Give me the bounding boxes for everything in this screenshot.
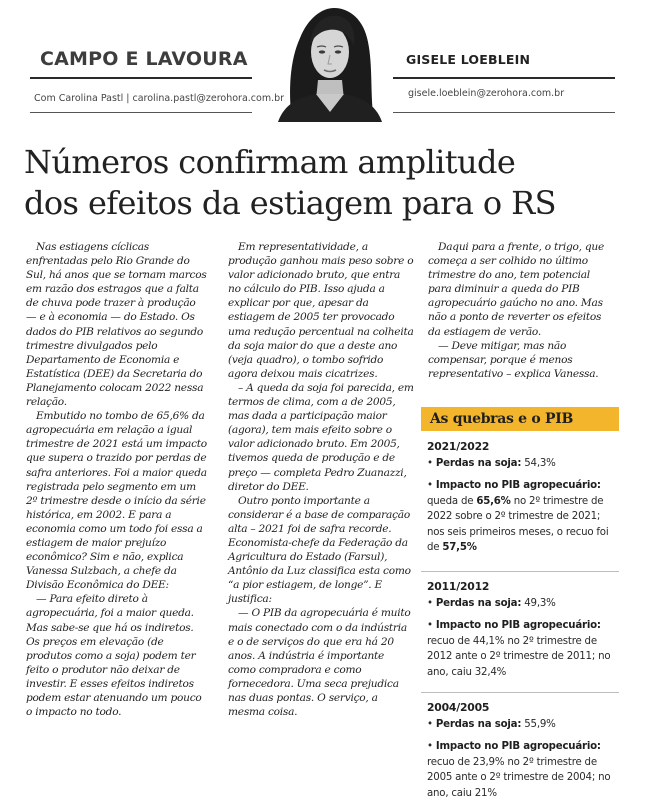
paragraph: Daqui para a frente, o trigo, que começa a ser colhido no último trimestre do ano, tem potencial para diminuir a queda do PIB agropecuário gaúcho no ano. Mas não a ponto de reverter os efeitos da estiagem de verão.: [428, 241, 605, 338]
paragraph: Embutido no tombo de 65,6% da agropecuária em relação a igual trimestre de 2021 está um impacto que supera o trazido por perdas de safra anteriores. Foi a maior queda registrada pelo segmento em um 2º trimestre desde o início da série histórica, em 2002. E para a economia como um todo foi essa a estiagem de maior prejuízo econômico? Sim e não, explica Vanessa Sulzbach, a chefe da Divisão Econômica do DEE:: [26, 410, 207, 592]
impact-label: Impacto no PIB agropecuário:: [435, 620, 601, 631]
headline-line: dos efeitos da estiagem para o RS: [24, 184, 556, 222]
impact-highlight: 65,6%: [476, 495, 511, 507]
box-entry: [427, 700, 619, 808]
headline-line: Números confirmam amplitude: [24, 143, 516, 181]
box-entry-impact: • Impacto no PIB agropecuário: queda de 65,6% no 2º trimestre de 2022 sobre o 2º trimestre de 2021; nos seis primeiros meses, o recuo foi de 57,5%: [427, 480, 609, 553]
box-entry-loss: • Perdas na soja: 54,3%: [427, 457, 556, 469]
loss-label: Perdas na soja:: [435, 597, 522, 609]
loss-label: Perdas na soja:: [435, 718, 522, 730]
impact-label: Impacto no PIB agropecuário:: [435, 741, 601, 752]
author-photo: [270, 0, 388, 122]
paragraph: Em representatividade, a produção ganhou mais peso sobre o valor adicionado bruto, que entra no cálculo do PIB. Isso ajuda a explicar por que, apesar da estiagem de 2005 ter provocado uma redução percentual na colheita da soja maior do que a deste ano (veja quadro), o tombo sofrido agora deixou mais cicatrizes.: [228, 241, 414, 380]
impact-text: queda de: [427, 495, 474, 507]
section-title: CAMPO E LAVOURA: [40, 48, 248, 70]
loss-value: 54,3%: [524, 457, 556, 469]
paragraph: Outro ponto importante a considerar é a base de comparação alta – 2021 foi de safra recorde. Economista-chefe da Federação da Agricultura do Estado (Farsul), Antônio da Luz classifica esta como “a pior estiagem, de longe”. E justifica:: [228, 494, 411, 606]
loss-value: 49,3%: [524, 597, 556, 609]
loss-label: Perdas na soja:: [435, 457, 522, 469]
headline: [24, 142, 634, 224]
box-entry: [427, 579, 619, 687]
paragraph: — Para efeito direto à agropecuária, foi a maior queda. Mas sabe-se que há os indiretos. Os preços em elevação (de produtos como a soja) podem ter feito o produtor não deixar de investir. E esses efeitos indiretos podem estar atenuando um pouco o impacto no todo.: [26, 593, 202, 719]
author-name: GISELE LOEBLEIN: [406, 52, 531, 67]
header-rule: [30, 112, 252, 113]
box-entry-loss: • Perdas na soja: 55,9%: [427, 718, 556, 730]
box-title: As quebras e o PIB: [421, 407, 619, 431]
impact-label: Impacto no PIB agropecuário:: [435, 480, 601, 491]
article-column-3: [428, 240, 614, 381]
box-entry-loss: • Perdas na soja: 49,3%: [427, 597, 556, 609]
paragraph: Nas estiagens cíclicas enfrentadas pelo Rio Grande do Sul, há anos que se tornam marcos em razão dos estragos que a falta de chuva pode trazer à produção — e à economia — do Estado. Os dados do PIB relativos ao segundo trimestre divulgados pelo Departamento de Economia e Estatística (DEE) da Secretaria do Planejamento colocam 2022 nessa relação.: [26, 241, 207, 409]
box-divider: [421, 571, 619, 572]
paragraph: — O PIB da agropecuária é muito mais conectado com o da indústria e o de serviços do que era há 20 anos. A indústria é importante como compradora e como fornecedora. Uma seca prejudica nas duas pontas. O serviço, a mesma coisa.: [228, 607, 411, 719]
impact-highlight: 57,5%: [442, 542, 477, 553]
box-entry-year: 2021/2022: [427, 440, 490, 453]
author-email: gisele.loeblein@zerohora.com.br: [408, 88, 565, 99]
paragraph: – A queda da soja foi parecida, em termos de clima, com a de 2005, mas dada a participação maior (agora), tem mais efeito sobre o valor adicionado bruto. Em 2005, tivemos queda de produção e de preço — completa Pedro Zuanazzi, diretor do DEE.: [228, 381, 414, 493]
contributor-note: Com Carolina Pastl | carolina.pastl@zerohora.com.br: [34, 93, 285, 104]
header-rule: [393, 112, 615, 113]
header-rule: [393, 77, 615, 79]
box-entry-year: 2011/2012: [427, 580, 490, 593]
article-column-2: [228, 240, 414, 719]
impact-text: recuo de 44,1% no 2º trimestre de 2012 ante o 2º trimestre de 2011; no ano, caiu 32,4%: [427, 635, 611, 678]
header-rule: [30, 77, 252, 79]
box-entry: [427, 439, 619, 563]
box-entry-impact: • Impacto no PIB agropecuário: recuo de 23,9% no 2º trimestre de 2005 ante o 2º trimestre de 2004; no ano, caiu 21%: [427, 741, 611, 799]
box-entry-impact: • Impacto no PIB agropecuário: recuo de 44,1% no 2º trimestre de 2012 ante o 2º trimestre de 2011; no ano, caiu 32,4%: [427, 620, 611, 678]
impact-text: recuo de 23,9% no 2º trimestre de 2005 ante o 2º trimestre de 2004; no ano, caiu 21%: [427, 756, 611, 799]
impact-text: no 2º trimestre de 2022 sobre o 2º trimestre de 2021; nos seis primeiros meses, o recuo foi de: [427, 495, 609, 553]
box-divider: [421, 692, 619, 693]
box-entry-year: 2004/2005: [427, 701, 490, 714]
article-column-1: [26, 240, 208, 719]
loss-value: 55,9%: [524, 718, 556, 730]
paragraph: — Deve mitigar, mas não compensar, porque é menos representativo – explica Vanessa.: [428, 339, 599, 380]
